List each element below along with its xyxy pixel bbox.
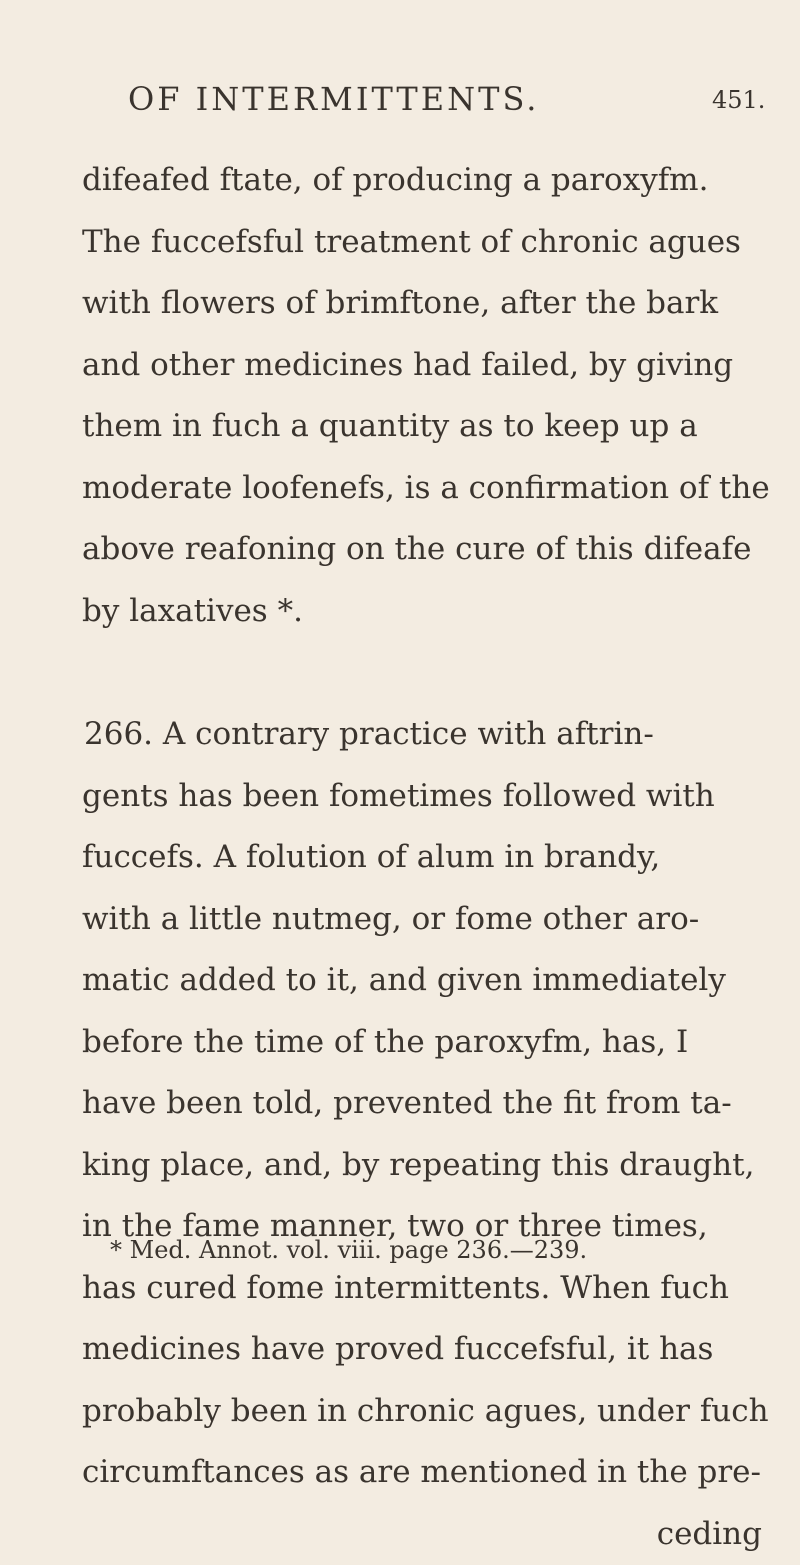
text-line: probably been in chronic agues, under fuch	[82, 1381, 762, 1443]
text-line: have been told, prevented the fit from ta-	[82, 1073, 762, 1135]
text-line: with a little nutmeg, or fome other aro-	[82, 889, 762, 951]
catchword: ceding	[82, 1504, 762, 1565]
text-line: king place, and, by repeating this draught,	[82, 1135, 762, 1197]
paragraph-gap	[82, 642, 762, 704]
text-line: above reafoning on the cure of this difeafe	[82, 519, 762, 581]
text-line: with flowers of brimftone, after the bark	[82, 273, 762, 335]
footnote: * Med. Annot. vol. viii. page 236.—239.	[110, 1236, 587, 1264]
page-number: 451.	[712, 86, 765, 114]
running-title: OF INTERMITTENTS.	[128, 80, 539, 118]
text-line: and other medicines had failed, by giving	[82, 335, 762, 397]
text-line: before the time of the paroxyfm, has, I	[82, 1012, 762, 1074]
text-line: moderate loofenefs, is a confirmation of the	[82, 458, 762, 520]
text-line: gents has been fometimes followed with	[82, 766, 762, 828]
body-text	[82, 150, 762, 1565]
running-head	[0, 80, 800, 120]
text-line: by laxatives *.	[82, 581, 762, 643]
text-line: fuccefs. A folution of alum in brandy,	[82, 827, 762, 889]
text-line: difeafed ftate, of producing a paroxyfm.	[82, 150, 762, 212]
text-line: circumftances as are mentioned in the pre-	[82, 1442, 762, 1504]
text-line: has cured fome intermittents. When fuch	[82, 1258, 762, 1320]
text-line: medicines have proved fuccefsful, it has	[82, 1319, 762, 1381]
text-line: The fuccefsful treatment of chronic agues	[82, 212, 762, 274]
text-line: matic added to it, and given immediately	[82, 950, 762, 1012]
text-line: them in fuch a quantity as to keep up a	[82, 396, 762, 458]
paragraph	[82, 704, 762, 1565]
paragraph	[82, 150, 762, 642]
text-line: 266. A contrary practice with aftrin-	[82, 704, 762, 766]
text-line: in the fame manner, two or three times,	[82, 1196, 762, 1258]
